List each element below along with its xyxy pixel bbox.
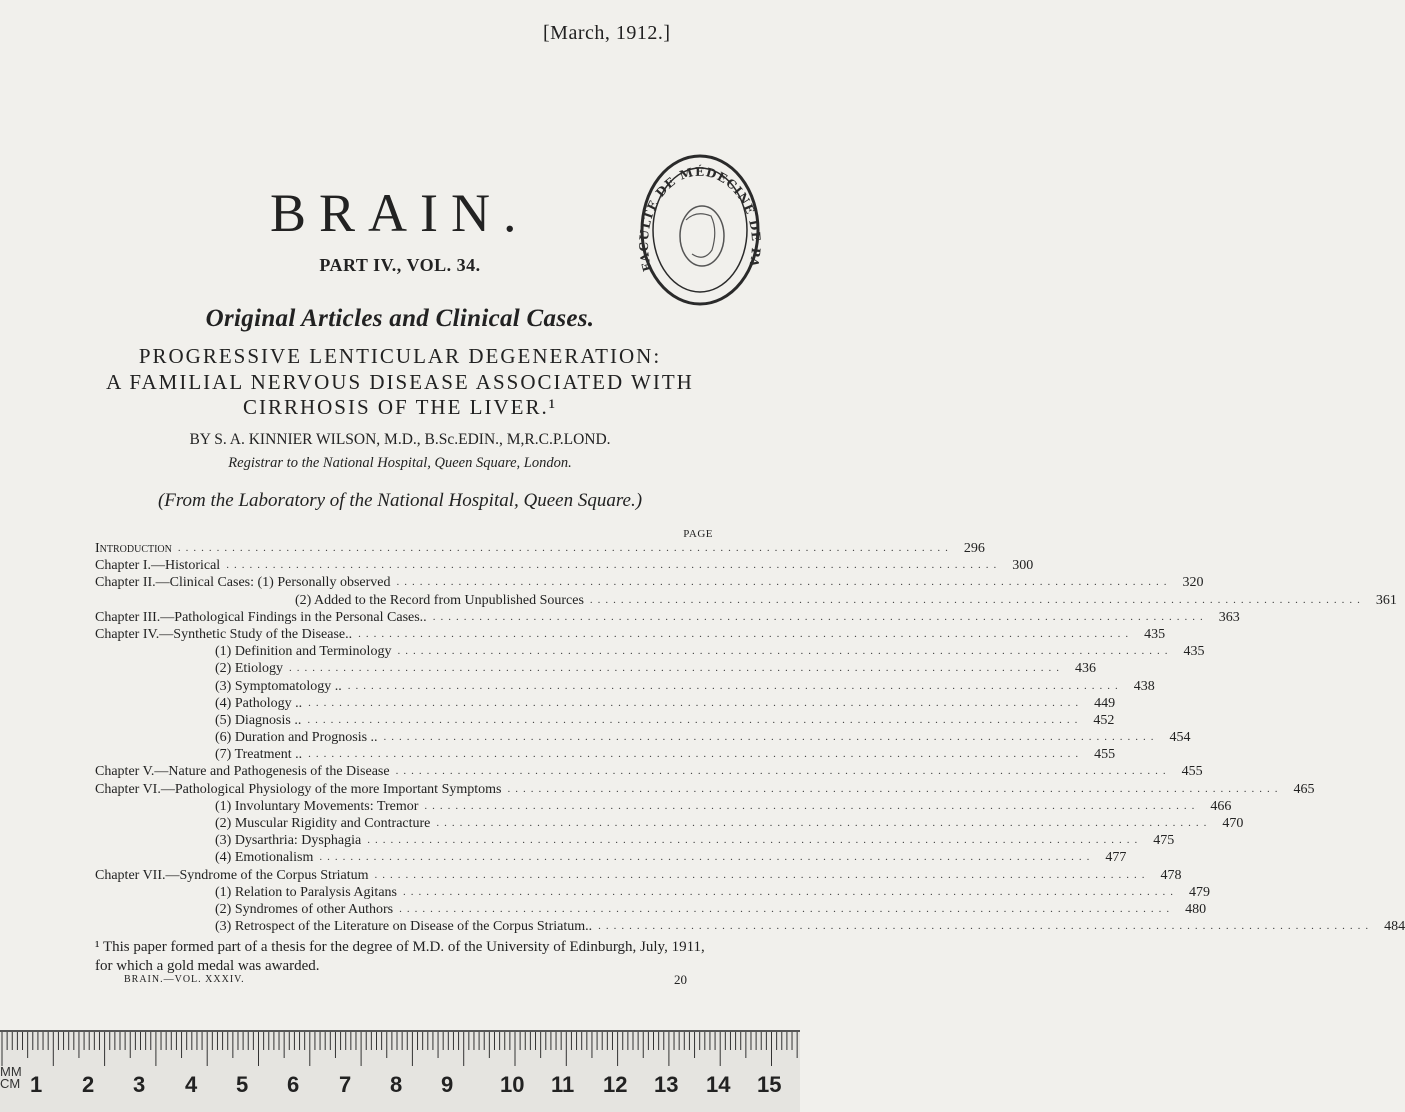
toc-page: 475 — [1153, 833, 1175, 849]
laboratory-line: (From the Laboratory of the National Hospital, Queen Square.) — [157, 490, 643, 511]
ruler-number: 10 — [500, 1072, 525, 1097]
toc-page-header: PAGE — [683, 528, 713, 540]
toc-page: 455 — [1181, 764, 1203, 780]
toc-row: (2) Syndromes of other Authors .................................................................................................... 480 — [215, 901, 1207, 917]
toc-label: (4) Pathology .. — [215, 695, 303, 711]
toc-label: Introduction — [95, 541, 172, 556]
ruler-number: 7 — [339, 1072, 352, 1097]
journal-part: PART IV., VOL. 34. — [319, 255, 481, 275]
toc-label: Chapter III.—Pathological Findings in the Personal Cases.. — [95, 609, 427, 625]
toc-row: Chapter II.—Clinical Cases: (1) Personally observed .................................................................................................... 320 — [95, 575, 1204, 591]
toc-page: 449 — [1094, 695, 1116, 711]
toc-label: Chapter VII.—Syndrome of the Corpus Striatum — [95, 867, 369, 883]
article-title-line-2: A FAMILIAL NERVOUS DISEASE ASSOCIATED WITH — [106, 370, 694, 394]
toc-page: 480 — [1185, 901, 1207, 917]
toc-row: (5) Diagnosis .. .................................................................................................... 452 — [215, 712, 1115, 728]
ruler-number: 6 — [287, 1072, 300, 1097]
toc-page: 438 — [1133, 678, 1155, 694]
toc-page: 465 — [1293, 781, 1315, 797]
ruler-number: 9 — [441, 1072, 454, 1097]
toc-label: (2) Added to the Record from Unpublished Sources — [295, 592, 584, 608]
page-number: 20 — [674, 972, 687, 987]
ruler-number: 13 — [654, 1072, 679, 1097]
toc-label: (3) Symptomatology .. — [215, 678, 342, 694]
toc-row: (2) Added to the Record from Unpublished Sources .................................................................................................... 361 — [295, 592, 1397, 608]
toc-row: Chapter VII.—Syndrome of the Corpus Striatum .................................................................................................... 478 — [95, 867, 1182, 883]
library-stamp — [636, 150, 764, 310]
toc-page: 300 — [1012, 558, 1034, 574]
toc-page: 435 — [1183, 644, 1205, 660]
stamp-text: FACULTÉ DE MÉDECINE DE PA — [636, 164, 764, 274]
measuring-ruler — [0, 1030, 800, 1112]
toc-page: 479 — [1188, 884, 1210, 900]
ruler-number: 12 — [603, 1072, 628, 1097]
toc-page: 455 — [1094, 747, 1116, 763]
ruler-number: 5 — [236, 1072, 249, 1097]
toc-page: 478 — [1160, 867, 1182, 883]
toc-label: Chapter I.—Historical — [95, 558, 221, 574]
toc-row: (2) Muscular Rigidity and Contracture .................................................................................................... 470 — [215, 816, 1244, 831]
toc-label: (1) Definition and Terminology — [215, 644, 392, 660]
toc-page: 361 — [1375, 592, 1397, 608]
toc-row: Introduction .................................................................................................... 296 — [95, 541, 985, 556]
toc-row: (1) Relation to Paralysis Agitans .................................................................................................... 479 — [215, 884, 1210, 900]
article-title-line-3: CIRRHOSIS OF THE LIVER.¹ — [242, 395, 558, 419]
toc-label: (4) Emotionalism — [215, 850, 314, 866]
ruler-number: 15 — [757, 1072, 782, 1097]
toc-page: 466 — [1210, 798, 1232, 814]
toc-page: 363 — [1218, 609, 1240, 625]
journal-title: BRAIN. — [270, 183, 530, 243]
toc-page: 454 — [1169, 730, 1191, 746]
toc-page: 477 — [1105, 850, 1127, 866]
article-title-line-1: PROGRESSIVE LENTICULAR DEGENERATION: — [138, 344, 662, 368]
ruler-number: 2 — [82, 1072, 95, 1097]
toc-row: Chapter IV.—Synthetic Study of the Disease.. .................................................................................................... 435 — [95, 626, 1166, 642]
toc-row: (4) Emotionalism .................................................................................................... 477 — [215, 850, 1127, 866]
ruler-number: 8 — [390, 1072, 403, 1097]
toc-row: (1) Involuntary Movements: Tremor .................................................................................................... 466 — [215, 798, 1232, 814]
toc-row: Chapter I.—Historical .................................................................................................... 300 — [95, 558, 1034, 574]
toc-label: (3) Retrospect of the Literature on Disease of the Corpus Striatum.. — [215, 919, 593, 935]
toc-label: Chapter VI.—Pathological Physiology of the more Important Symptoms — [95, 781, 502, 797]
toc-label: (2) Etiology — [215, 661, 284, 677]
ruler-units — [0, 1066, 22, 1090]
toc-row: (4) Pathology .. .................................................................................................... 449 — [215, 695, 1116, 711]
toc-page: 484 — [1384, 919, 1405, 935]
toc-page: 436 — [1075, 661, 1097, 677]
toc-page: 452 — [1093, 712, 1115, 728]
ruler-number: 11 — [551, 1072, 575, 1097]
ruler-number: 3 — [133, 1072, 146, 1097]
toc-row: (7) Treatment .. .................................................................................................... 455 — [215, 747, 1116, 763]
toc-label: (7) Treatment .. — [215, 747, 303, 763]
toc-row: Chapter V.—Nature and Pathogenesis of the Disease .................................................................................................... 455 — [95, 764, 1203, 780]
toc-label: (1) Involuntary Movements: Tremor — [215, 798, 419, 814]
ruler-unit-cm: CM — [0, 1076, 21, 1091]
toc-row: (1) Definition and Terminology .................................................................................................... 435 — [215, 644, 1205, 660]
toc-label: Chapter IV.—Synthetic Study of the Disease.. — [95, 626, 353, 642]
toc-page: 320 — [1182, 575, 1204, 591]
toc-label: Chapter II.—Clinical Cases: (1) Personally observed — [95, 575, 391, 591]
toc-label: (6) Duration and Prognosis .. — [215, 730, 378, 746]
toc-label: (2) Syndromes of other Authors — [215, 901, 394, 917]
ruler-unit-mm: MM — [0, 1064, 22, 1079]
toc-label: (3) Dysarthria: Dysphagia — [215, 833, 362, 849]
toc-row: Chapter VI.—Pathological Physiology of the more Important Symptoms .................................................................................................... 465 — [95, 781, 1315, 797]
toc-label: (5) Diagnosis .. — [215, 712, 302, 728]
toc-label: Chapter V.—Nature and Pathogenesis of the Disease — [95, 764, 390, 780]
toc-page: 296 — [963, 541, 985, 556]
issue-date: [March, 1912.] — [543, 22, 671, 44]
ruler-number: 14 — [706, 1072, 731, 1097]
author-affiliation: Registrar to the National Hospital, Queen Square, London. — [228, 455, 572, 471]
toc-row: (3) Symptomatology .. .................................................................................................... 438 — [215, 678, 1155, 694]
toc-row: (2) Etiology .................................................................................................... 436 — [215, 661, 1097, 677]
toc-page: 435 — [1144, 626, 1166, 642]
table-of-contents — [95, 528, 1405, 935]
footnote: ¹ This paper formed part of a thesis for the degree of M.D. of the University of Edinburgh, July, 1911, for which a gold medal was awarded. — [95, 939, 705, 974]
toc-row: (3) Retrospect of the Literature on Disease of the Corpus Striatum.. .................................................................................................... 484 — [215, 919, 1405, 935]
toc-label: (1) Relation to Paralysis Agitans — [215, 884, 397, 900]
running-head: BRAIN.—VOL. XXXIV. — [124, 974, 245, 985]
toc-row: Chapter III.—Pathological Findings in the Personal Cases.. .................................................................................................... 363 — [95, 609, 1240, 625]
ruler-number: 1 — [30, 1072, 43, 1097]
toc-row: (6) Duration and Prognosis .. .................................................................................................... 454 — [215, 730, 1191, 746]
author-line: BY S. A. KINNIER WILSON, M.D., B.Sc.EDIN., M,R.C.P.LOND. — [189, 431, 611, 448]
toc-label: (2) Muscular Rigidity and Contracture — [215, 816, 431, 831]
toc-row: (3) Dysarthria: Dysphagia .................................................................................................... 475 — [215, 833, 1175, 849]
section-heading: Original Articles and Clinical Cases. — [205, 305, 595, 332]
ruler-number: 4 — [185, 1072, 198, 1097]
ruler-ticks — [0, 1032, 800, 1072]
toc-page: 470 — [1222, 816, 1244, 831]
